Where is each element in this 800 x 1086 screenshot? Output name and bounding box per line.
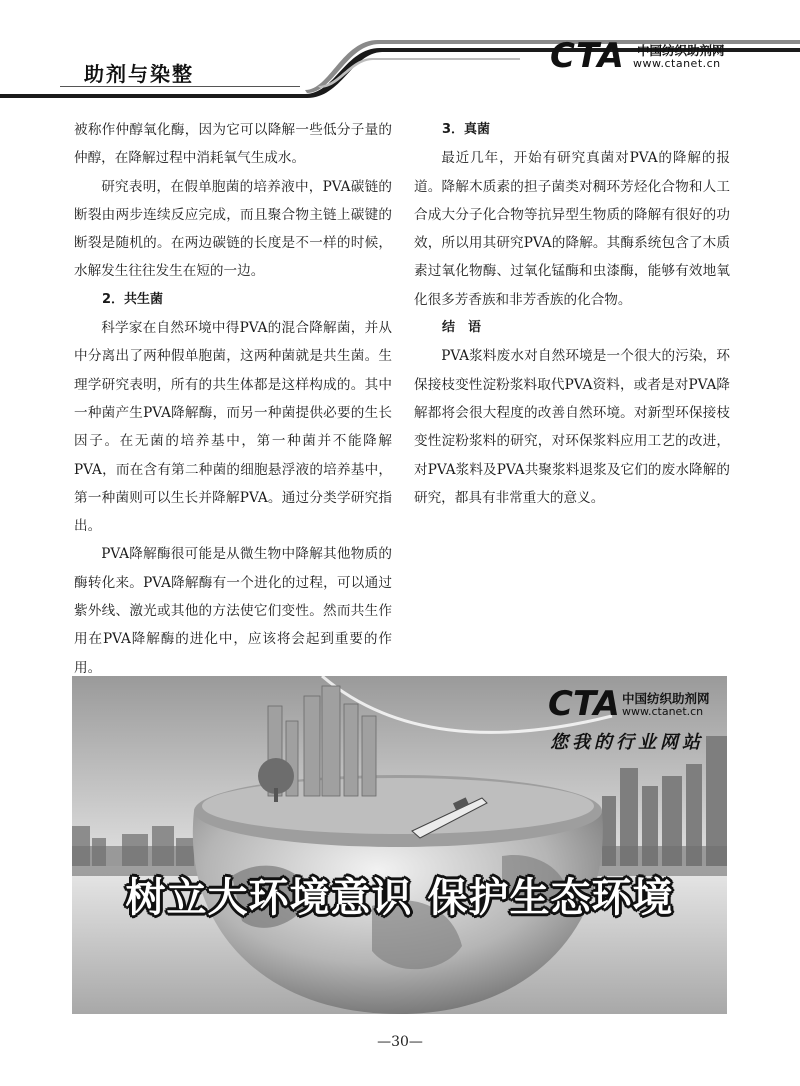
banner-slogan: 您我的行业网站 <box>550 732 704 753</box>
cta-url: www.ctanet.cn <box>633 57 721 70</box>
banner-cta-logo: CTA <box>548 684 620 724</box>
paragraph: 研究表明，在假单胞菌的培养液中，PVA碳链的断裂由两步连续反应完成，而且聚合物主链上碳键的断裂是随机的。在两边碳链的长度是不一样的时候，水解发生往往发生在短的一边。 <box>74 178 392 280</box>
page-number: —30— <box>377 1034 423 1050</box>
paragraph: PVA降解酶很可能是从微生物中降解其他物质的酶转化来。PVA降解酶有一个进化的过程，可以通过紫外线、激光或其他的方法使它们变性。然而共生作用在PVA降解酶的进化中，应该将会起到重要的作用。 <box>74 546 392 676</box>
right-column <box>414 116 730 512</box>
subheading-fungi: 3．真菌 <box>442 122 491 137</box>
banner-illustration <box>72 676 727 1014</box>
banner-url: www.ctanet.cn <box>622 705 704 718</box>
paragraph: PVA浆料废水对自然环境是一个很大的污染，环保接枝变性淀粉浆料取代PVA资料，或者是对PVA降解都将会很大程度的改善自然环境。对新型环保接枝变性淀粉浆料的研究，对环保浆料应用工艺的改进，对PVA浆料及PVA共聚浆料退浆及它们的废水降解的研究，都具有非常重大的意义。 <box>414 348 730 506</box>
page-header <box>0 0 800 110</box>
left-column <box>74 116 392 682</box>
paragraph: 科学家在自然环境中得PVA的混合降解菌，并从中分离出了两种假单胞菌，这两种菌就是共生菌。生理学研究表明，所有的共生体都是这样构成的。其中一种菌产生PVA降解酶，而另一种菌提供必要的生长因子。在无菌的培养基中，第一种菌并不能降解PVA，而在含有第二种菌的细胞悬浮液的培养基中，第一种菌则可以生长并降解PVA。通过分类学研究指出。 <box>74 320 392 535</box>
subheading-conclusion: 结 语 <box>442 320 482 336</box>
paragraph: 被称作仲醇氧化酶，因为它可以降解一些低分子量的仲醇，在降解过程中消耗氧气生成水。 <box>74 122 392 167</box>
environment-banner <box>72 676 727 1014</box>
section-title: 助剂与染整 <box>84 62 194 86</box>
banner-headline: 树立大环境意识 保护生态环境 <box>125 875 674 921</box>
paragraph: 最近几年，开始有研究真菌对PVA的降解的报道。降解木质素的担子菌类对稠环芳烃化合物和人工合成大分子化合物等抗异型生物质的降解有很好的功效，所以用其研究PVA的降解。其酶系统包含了木质素过氧化物酶、过氧化锰酶和虫漆酶，能够有效地氧化很多芳香族和非芳香族的化合物。 <box>414 150 730 308</box>
cta-org-name: 中国纺织助剂网 <box>637 43 725 58</box>
banner-org-name: 中国纺织助剂网 <box>622 691 710 706</box>
subheading-symbiotic-bacteria: 2．共生菌 <box>102 291 164 307</box>
cta-logo-text: CTA <box>550 36 625 76</box>
